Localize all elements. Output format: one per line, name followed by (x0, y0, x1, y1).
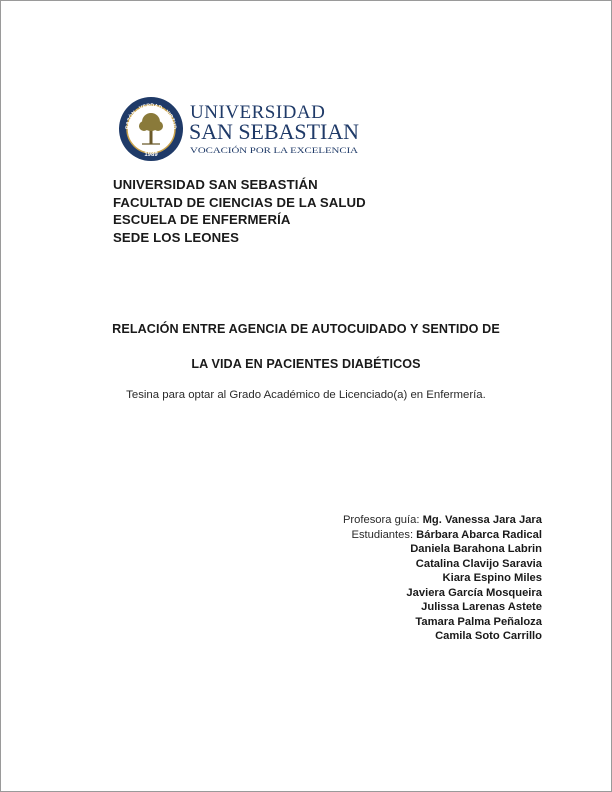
thesis-subtitle: Tesina para optar al Grado Académico de Licenciado(a) en Enfermería. (126, 389, 486, 401)
wordmark-line2: SAN SEBASTIAN (189, 119, 360, 144)
seal-motto: RAZÓN · VERDAD · VIRTUD (124, 102, 178, 130)
thesis-title-line1: RELACIÓN ENTRE AGENCIA DE AUTOCUIDADO Y SENTIDO DE (112, 322, 500, 336)
seal-year: 1989 (144, 152, 158, 158)
student-name: Javiera García Mosqueira (406, 586, 542, 599)
thesis-title-line2: LA VIDA EN PACIENTES DIABÉTICOS (191, 357, 421, 371)
student-name: Kiara Espino Miles (442, 572, 542, 584)
institution-block (113, 176, 366, 246)
advisor-name: Mg. Vanessa Jara Jara (422, 514, 542, 526)
university-logo (118, 96, 358, 164)
student-name: Bárbara Abarca Radical (416, 528, 542, 541)
institution-university: UNIVERSIDAD SAN SEBASTIÁN (113, 177, 318, 192)
student-name: Julissa Larenas Astete (421, 601, 542, 613)
advisor-label: Profesora guía: (342, 514, 420, 526)
student-name: Catalina Clavijo Saravia (415, 557, 542, 570)
university-seal-icon (118, 96, 184, 162)
students-label: Estudiantes: (351, 528, 414, 541)
wordmark-tagline: VOCACIÓN POR LA EXCELENCIA (190, 146, 321, 155)
advisor-row (343, 513, 542, 528)
wordmark-line1: UNIVERSIDAD (190, 102, 326, 123)
student-row (343, 528, 542, 543)
student-name: Tamara Palma Peñaloza (415, 615, 542, 628)
student-name: Daniela Barahona Labrin (410, 543, 542, 555)
university-wordmark (188, 100, 360, 160)
institution-school: ESCUELA DE ENFERMERÍA (113, 212, 291, 227)
institution-campus: SEDE LOS LEONES (113, 229, 240, 245)
student-name: Camila Soto Carrillo (435, 630, 542, 642)
credits-block (343, 513, 542, 644)
institution-faculty: FACULTAD DE CIENCIAS DE LA SALUD (113, 194, 366, 210)
